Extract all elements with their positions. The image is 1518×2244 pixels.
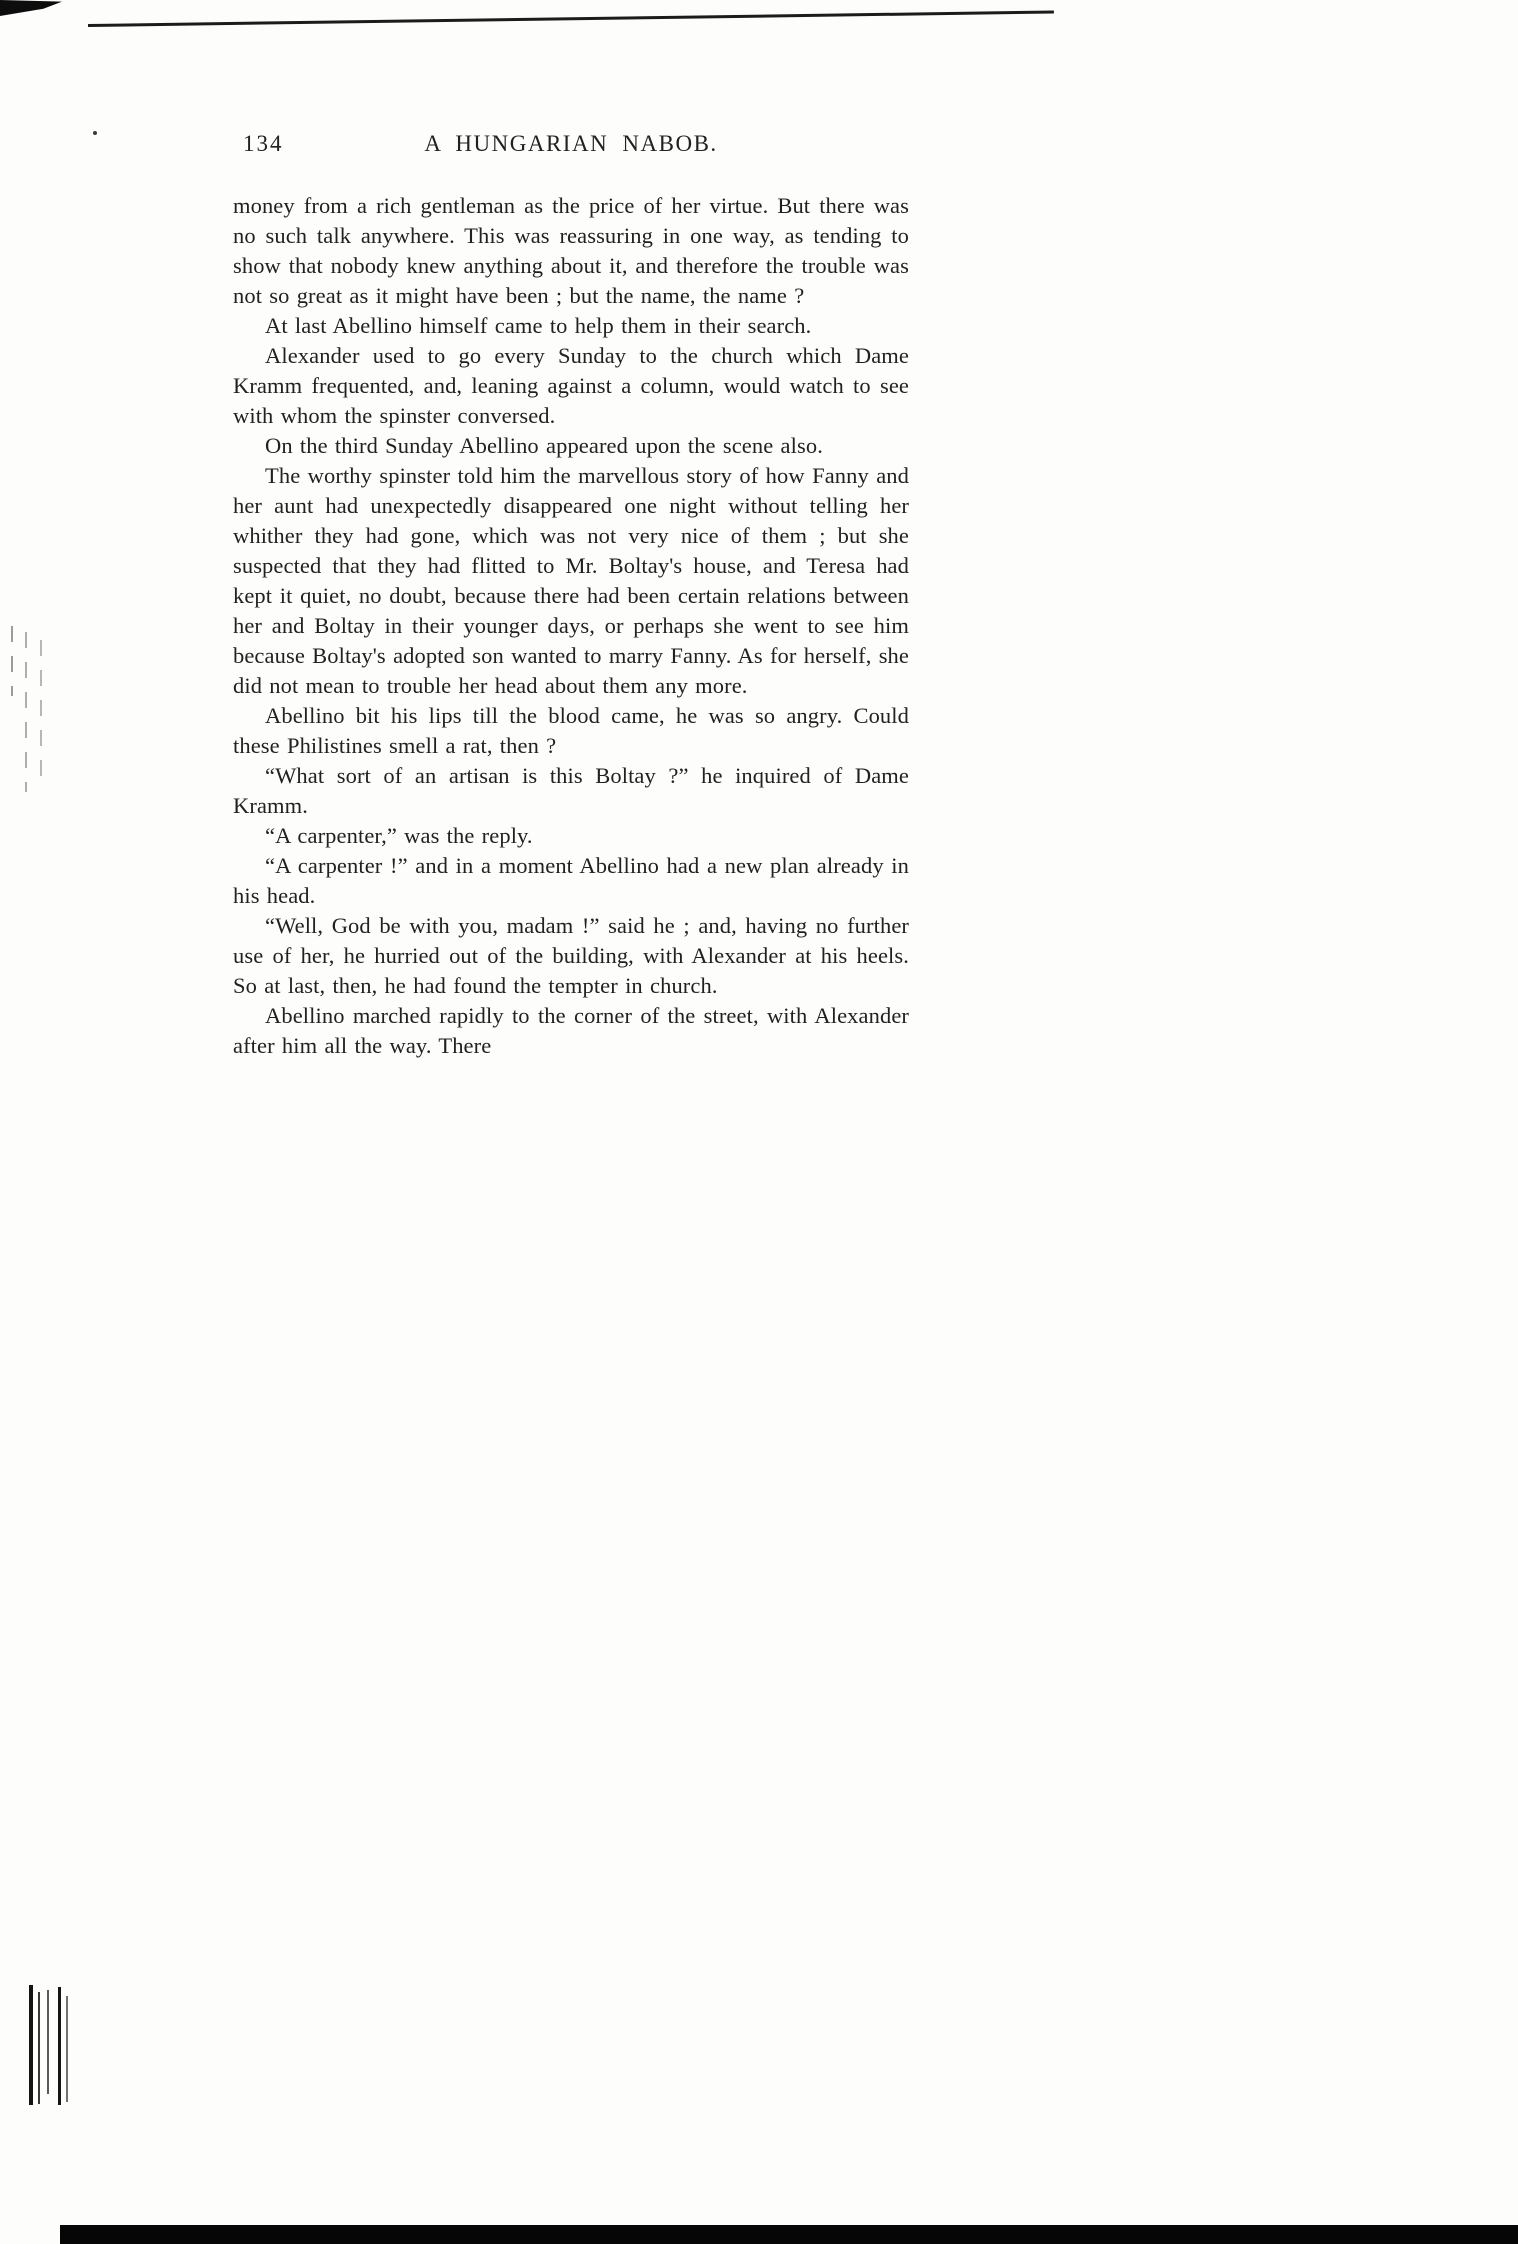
text-block	[233, 131, 909, 1061]
scan-artifact-dot	[93, 131, 97, 135]
paragraph: “What sort of an artisan is this Boltay ?” he inquired of Dame Kramm.	[233, 763, 909, 818]
running-title: A HUNGARIAN NABOB.	[424, 131, 718, 156]
scan-artifact-bottom-left	[38, 1992, 40, 2104]
paragraph: “A carpenter,” was the reply.	[265, 823, 533, 848]
paragraph: Abellino bit his lips till the blood came, he was so angry. Could these Philistines smell a rat, then ?	[233, 703, 909, 758]
scan-artifact-left-margin	[11, 626, 13, 696]
scan-line-top	[88, 11, 1054, 27]
paragraph: Alexander used to go every Sunday to the church which Dame Kramm frequented, and, leaning against a column, would watch to see with whom the spinster conversed.	[233, 343, 909, 428]
scan-artifact-bottom-left	[66, 1996, 68, 2102]
scan-artifact-bottom-left	[47, 1990, 49, 2094]
paragraph: The worthy spinster told him the marvellous story of how Fanny and her aunt had unexpectedly disappeared one night without telling her whither they had gone, which was not very nice of them ; but she suspected that they had flitted to Mr. Boltay's house, and Teresa had kept it quiet, no doubt, because there had been certain relations between her and Boltay in their younger days, or perhaps she went to see him because Boltay's adopted son wanted to marry Fanny. As for herself, she did not mean to trouble her head about them any more.	[233, 463, 909, 698]
paragraph: At last Abellino himself came to help them in their search.	[265, 313, 812, 338]
scan-artifact-left-margin	[25, 632, 27, 792]
scan-artifact-bottom-bar	[60, 2225, 1518, 2244]
paragraph: “Well, God be with you, madam !” said he ; and, having no further use of her, he hurried out of the building, with Alexander at his heels. So at last, then, he had found the tempter in church.	[233, 913, 909, 998]
scan-artifact-bottom-left	[58, 1987, 61, 2105]
paragraph: money from a rich gentleman as the price of her virtue. But there was no such talk anywhere. This was reassuring in one way, as tending to show that nobody knew anything about it, and therefore the trouble was not so great as it might have been ; but the name, the name ?	[233, 193, 909, 308]
paragraph: “A carpenter !” and in a moment Abellino had a new plan already in his head.	[233, 853, 909, 908]
paragraph: Abellino marched rapidly to the corner of the street, with Alexander after him all the way. There	[233, 1003, 909, 1058]
page-header	[233, 131, 909, 167]
page-number: 134	[243, 131, 284, 156]
scan-artifact-bottom-left	[29, 1985, 33, 2105]
scan-artifact-top-left	[0, 0, 62, 16]
paragraph: On the third Sunday Abellino appeared upon the scene also.	[265, 433, 823, 458]
scan-artifact-left-margin	[40, 640, 42, 780]
